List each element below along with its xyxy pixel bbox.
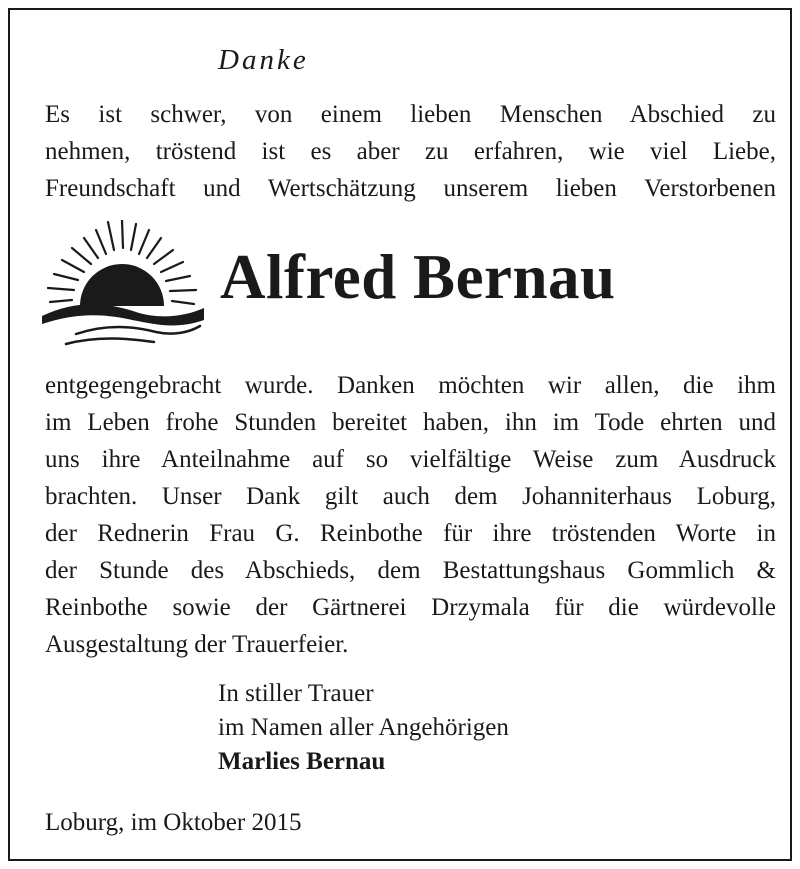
body-line: entgegengebracht wurde. Danken möchten wir allen, die ihm <box>45 372 776 399</box>
closing-line: im Namen aller Angehörigen <box>218 714 509 741</box>
notice-heading: Danke <box>218 44 309 76</box>
closing-line: In stiller Trauer <box>218 680 374 707</box>
body-line: im Leben frohe Stunden bereitet haben, ihn im Tode ehrten und <box>45 409 776 436</box>
body-line: Ausgestaltung der Trauerfeier. <box>45 631 349 658</box>
intro-line: Freundschaft und Wertschätzung unserem lieben Verstorbenen <box>45 175 776 202</box>
body-line: der Rednerin Frau G. Reinbothe für ihre tröstenden Worte in <box>45 520 776 547</box>
closing-block <box>218 677 509 779</box>
intro-line: nehmen, tröstend ist es aber zu erfahren, wie viel Liebe, <box>45 138 776 165</box>
signature: Marlies Bernau <box>218 748 386 775</box>
rising-sun-over-hills-icon <box>36 220 208 346</box>
body-line: der Stunde des Abschieds, dem Bestattungshaus Gommlich & <box>45 557 776 584</box>
intro-paragraph <box>45 96 776 207</box>
body-line: Reinbothe sowie der Gärtnerei Drzymala für die würdevolle <box>45 594 776 621</box>
notice-frame <box>8 8 792 861</box>
intro-line: Es ist schwer, von einem lieben Menschen Abschied zu <box>45 101 776 128</box>
place-date: Loburg, im Oktober 2015 <box>45 809 302 836</box>
deceased-name: Alfred Bernau <box>220 242 616 312</box>
body-line: uns ihre Anteilnahme auf so vielfältige Weise zum Ausdruck <box>45 446 776 473</box>
body-paragraph <box>45 367 776 663</box>
body-line: brachten. Unser Dank gilt auch dem Johanniterhaus Loburg, <box>45 483 776 510</box>
